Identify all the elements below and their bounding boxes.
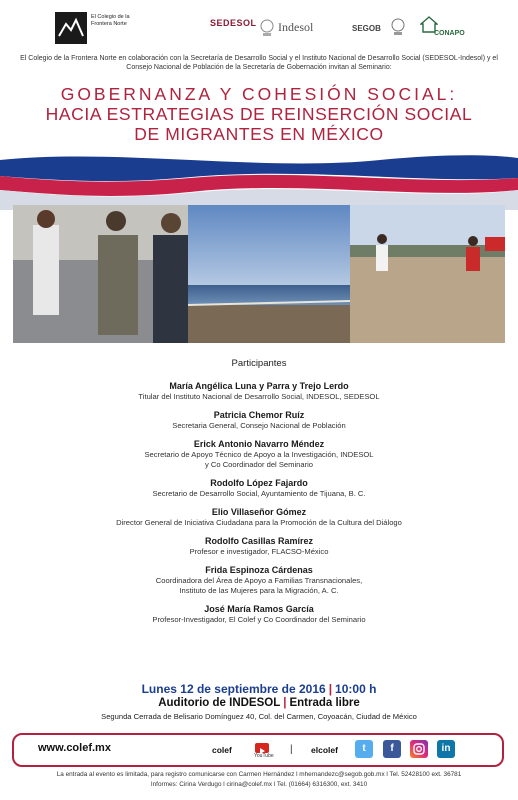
- segob-emblem-icon: [390, 16, 406, 38]
- participant-role: Coordinadora del Área de Apoyo a Familias Transnacionales,: [155, 576, 363, 585]
- participant: [20, 380, 498, 402]
- event-venue: [0, 697, 518, 709]
- participant-name: María Angélica Luna y Parra y Trejo Lerdo: [169, 381, 349, 391]
- colef-mountain-icon: [55, 12, 87, 44]
- participant: [20, 603, 498, 625]
- participant-role: Profesor-Investigador, El Colef y Co Coordinador del Seminario: [152, 615, 366, 624]
- segob-logo: [352, 16, 412, 42]
- participant-name: José María Ramos García: [204, 604, 314, 614]
- participants-heading: Participantes: [231, 358, 287, 369]
- participant-role: Director General de Iniciativa Ciudadana para la Promoción de la Cultura del Diálogo: [116, 518, 402, 527]
- participant-name: Elio Villaseñor Gómez: [211, 507, 307, 517]
- venue-name: Auditorio de INDESOL: [158, 697, 281, 709]
- separator: |: [328, 682, 333, 696]
- seminar-title: [20, 84, 498, 144]
- participant-name: Patricia Chemor Ruíz: [213, 410, 305, 420]
- coat-of-arms-icon: [260, 16, 274, 40]
- instagram-icon[interactable]: [410, 740, 428, 758]
- participant-role: Secretario de Desarrollo Social, Ayuntamiento de Tijuana, B. C.: [152, 489, 366, 498]
- segob-logo-text: SEGOB: [352, 24, 381, 33]
- participant-name: Erick Antonio Navarro Méndez: [193, 439, 325, 449]
- sedesol-logo-text: SEDESOL: [210, 18, 257, 28]
- participant: [20, 564, 498, 596]
- info-note: Informes: Cirina Verdugo l cirina@colef.mx l Tel. (01664) 6316300, ext. 3410: [150, 781, 368, 788]
- website-link[interactable]: www.colef.mx: [38, 742, 111, 754]
- registration-note: La entrada al evento es limitada, para registro comunicarse con Carmen Hernández l mhernandezc@segob.gob.mx l Tel. 52428100 ext. 36781: [56, 771, 462, 778]
- event-time: 10:00 h: [335, 682, 377, 696]
- colef-logo-text: El Colegio de la Frontera Norte: [91, 14, 130, 27]
- participant: [20, 438, 498, 470]
- participants-list: [20, 380, 498, 632]
- participant: [20, 506, 498, 528]
- participant: [20, 477, 498, 499]
- youtube-label: YouTube: [254, 753, 274, 759]
- intro-text: El Colegio de la Frontera Norte en colaboración con la Secretaría de Desarrollo Social y el Instituto Nacional de Desarrollo Social (SEDESOL-Indesol) y el Consejo Nacional de Población de la Secretaría de Gobernación invitan al Seminario:: [20, 55, 498, 71]
- conapo-logo-text: CONAPO: [434, 30, 465, 37]
- participant-role: Titular del Instituto Nacional de Desarrollo Social, INDESOL, SEDESOL: [138, 392, 380, 401]
- sedesol-indesol-logo: [210, 14, 325, 44]
- facebook-icon[interactable]: f: [383, 740, 401, 758]
- participant: [20, 409, 498, 431]
- participant-name: Rodolfo Casillas Ramírez: [204, 536, 314, 546]
- decorative-wave: [0, 150, 518, 210]
- title-line-3: DE MIGRANTES EN MÉXICO: [134, 124, 384, 144]
- participant-name: Rodolfo López Fajardo: [210, 478, 308, 488]
- entry-text: Entrada libre: [289, 697, 360, 709]
- participant-role: Secretario de Apoyo Técnico de Apoyo a la Investigación, INDESOL: [144, 450, 374, 459]
- title-line-1: GOBERNANZA Y COHESIÓN SOCIAL:: [60, 84, 458, 104]
- twitter-icon[interactable]: t: [355, 740, 373, 758]
- elcolef-social-label: elcolef: [311, 745, 338, 755]
- participant: [20, 535, 498, 557]
- colef-youtube-label: colef: [212, 745, 232, 755]
- footer-separator: |: [290, 744, 293, 755]
- separator: |: [283, 697, 287, 709]
- photo-collage: [13, 205, 505, 343]
- participant-role-cont: Instituto de las Mujeres para la Migración, A. C.: [179, 586, 339, 595]
- conapo-logo: [420, 14, 480, 44]
- participant-role: Secretaria General, Consejo Nacional de Población: [172, 421, 346, 430]
- youtube-icon[interactable]: [255, 743, 269, 753]
- indesol-logo-text: Indesol: [278, 20, 314, 34]
- event-date: [0, 682, 518, 696]
- title-line-2: HACIA ESTRATEGIAS DE REINSERCIÓN SOCIAL: [45, 104, 473, 124]
- event-date-text: Lunes 12 de septiembre de 2016: [141, 682, 326, 696]
- participant-role: Profesor e investigador, FLACSO-México: [189, 547, 329, 556]
- linkedin-icon[interactable]: in: [437, 740, 455, 758]
- participant-role-cont: y Co Coordinador del Seminario: [204, 460, 314, 469]
- event-address: Segunda Cerrada de Belisario Domínguez 40, Col. del Carmen, Coyoacán, Ciudad de México: [101, 712, 417, 721]
- participant-name: Frida Espinoza Cárdenas: [205, 565, 313, 575]
- colef-logo: [55, 12, 165, 46]
